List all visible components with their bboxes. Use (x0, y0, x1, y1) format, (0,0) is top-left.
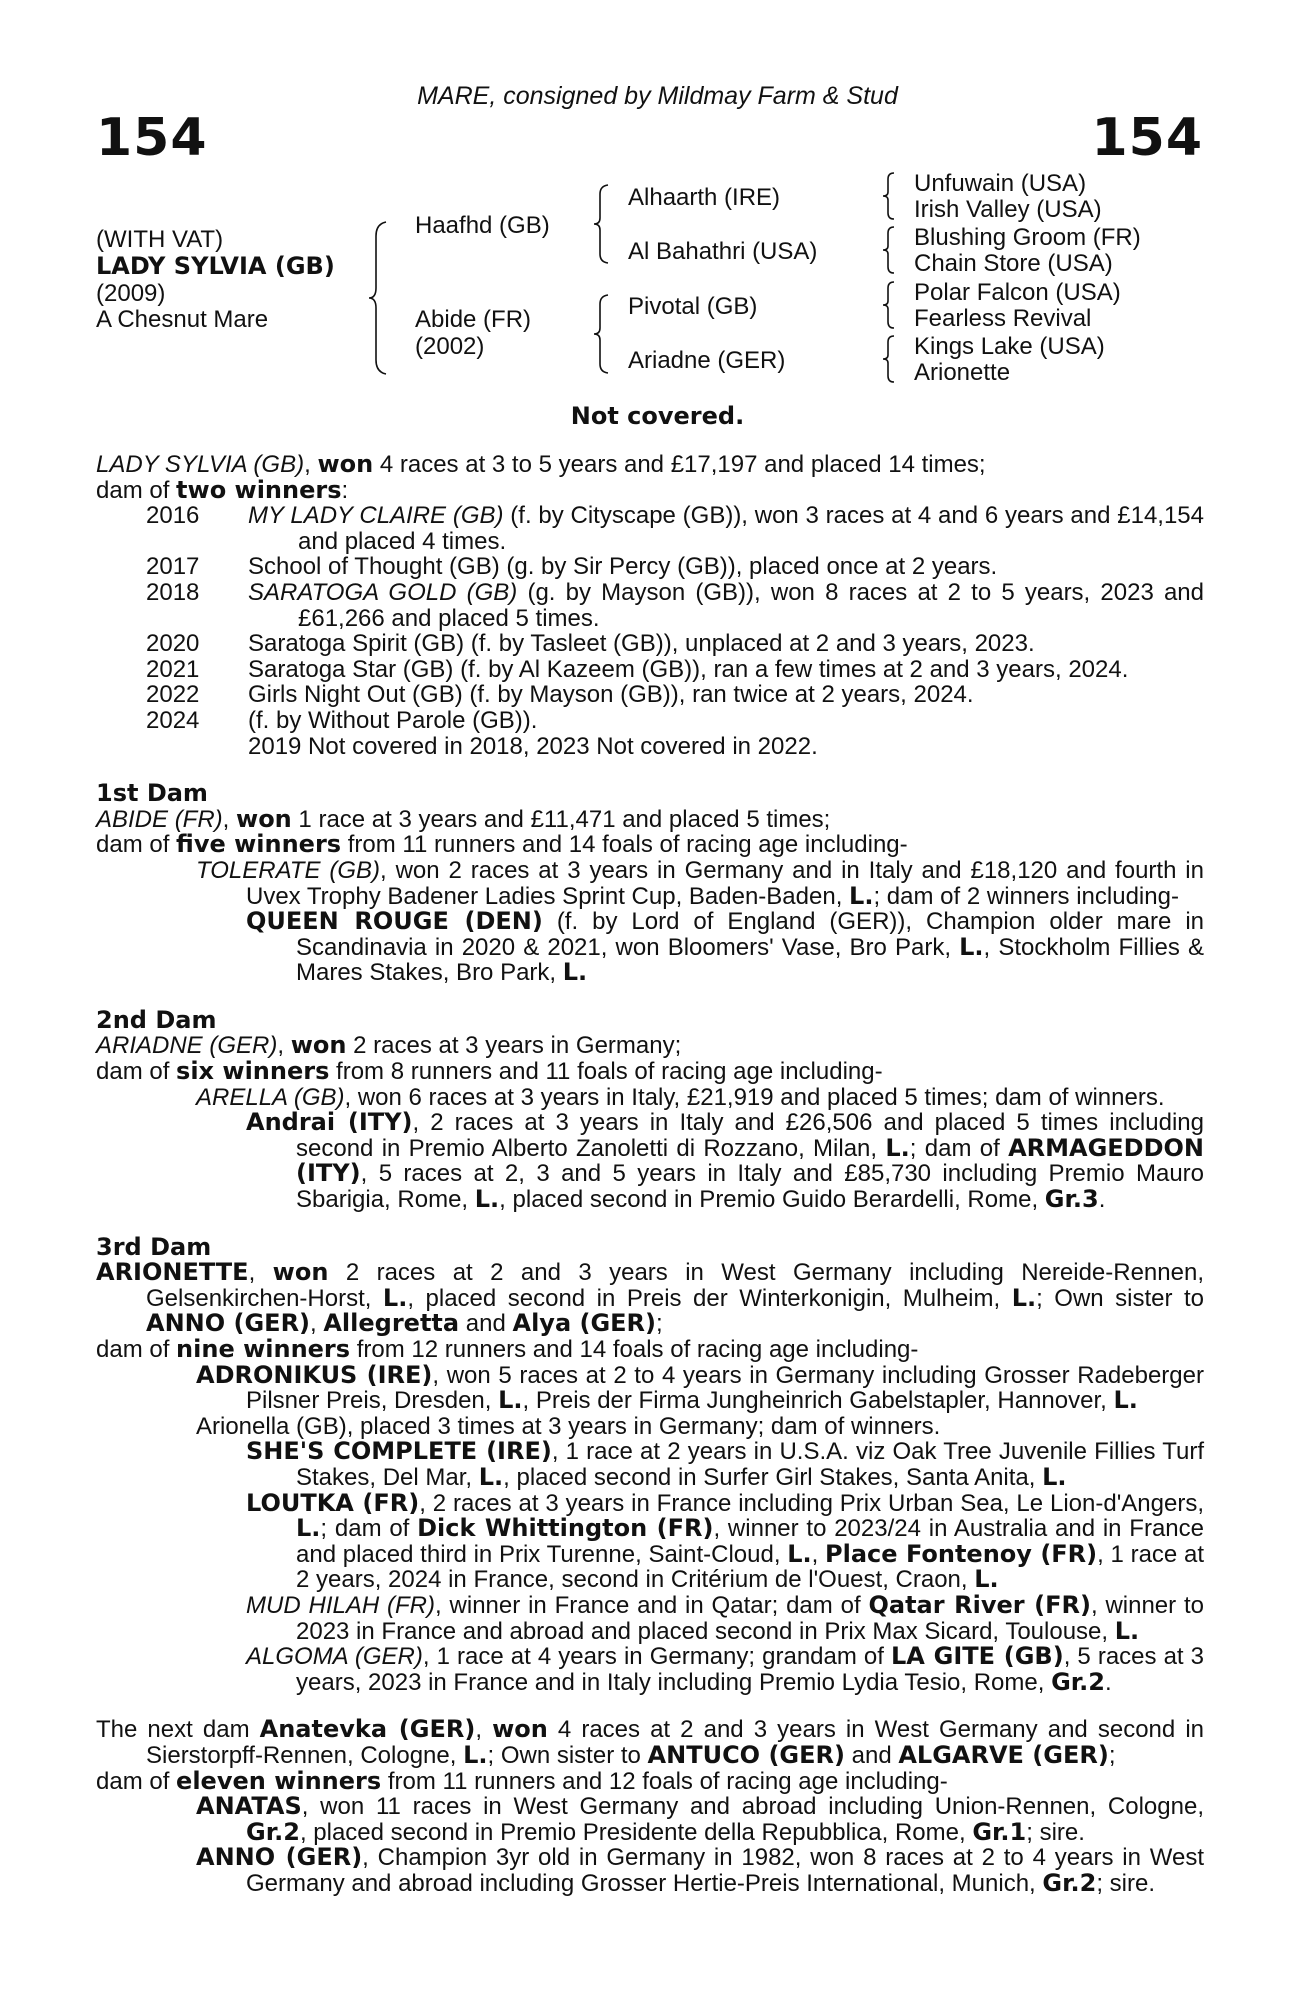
produce-row: 2021 Saratoga Star (GB) (f. by Al Kazeem (GB)), ran a few times at 2 and 3 years, 2024. (146, 655, 1129, 683)
gg-sds: Blushing Groom (FR) (914, 224, 1141, 251)
gg-dss: Polar Falcon (USA) (914, 279, 1121, 306)
nextdam-line-1: The next dam Anatevka (GER), won 4 races at 2 and 3 years in West Germany and second in Sierstorpff-Rennen, Cologne, L.; Own sister to ANTUCO (GER) and ALGARVE (GER); (96, 1715, 1204, 1769)
nextdam-anno: ANNO (GER), Champion 3yr old in Germany in 1982, won 8 races at 2 to 4 years in West Germany and abroad including Grosser Hertie-Preis International, Munich, Gr.2; sire. (196, 1843, 1204, 1897)
dam3-loutka: LOUTKA (FR), 2 races at 3 years in France including Prix Urban Sea, Le Lion-d'Angers, L.; dam of Dick Whittington (FR), winner to 2023/24 in Australia and in France and placed third in Prix Turenne, Saint-Cloud, L., Place Fontenoy (FR), 1 race at 2 years, 2024 in France, second in Critérium de l'Ouest, Craon, L. (246, 1488, 1204, 1594)
dam3-line-2: dam of nine winners from 12 runners and 14 foals of racing age including- (96, 1335, 919, 1363)
produce-row: 2018 SARATOGA GOLD (GB) (g. by Mayson (GB)), won 8 races at 2 to 5 years, 2023 and £61,266 and placed 5 times. (146, 578, 1205, 632)
dam-name: Abide (FR) (415, 306, 532, 333)
dam3-algoma: ALGOMA (GER), 1 race at 4 years in Germany; grandam of LA GITE (GB), 5 races at 3 years, 2023 in France and in Italy including Premio Lydia Tesio, Rome, Gr.2. (246, 1642, 1204, 1696)
sire-name: Haafhd (GB) (415, 212, 550, 239)
brace-gg4 (880, 333, 902, 385)
nextdam-line-2: dam of eleven winners from 11 runners and 12 foals of racing age including- (96, 1766, 948, 1795)
produce-row: 2017 School of Thought (GB) (g. by Sir Percy (GB)), placed once at 2 years. (146, 553, 998, 581)
dam-sire: Pivotal (GB) (628, 293, 758, 320)
dam2-andrai: Andrai (ITY), 2 races at 3 years in Italy and £26,506 and placed 5 times including second in Premio Alberto Zanoletti di Rozzano, Milan, L.; dam of ARMAGEDDON (ITY), 5 races at 2, 3 and 5 years in Italy and £85,730 including Premio Mauro Sbarigia, Rome, L., placed second in Premio Guido Berardelli, Rome, Gr.3. (246, 1108, 1205, 1214)
horse-name: LADY SYLVIA (GB) (96, 252, 335, 280)
dam1-title: 1st Dam (96, 779, 208, 808)
horse-year: (2009) (96, 280, 166, 307)
dam2-arella: ARELLA (GB), won 6 races at 3 years in Italy, £21,919 and placed 5 times; dam of winners. (196, 1083, 1165, 1111)
dam2-title: 2nd Dam (96, 1005, 217, 1034)
produce-note: 2019 Not covered in 2018, 2023 Not covered in 2022. (248, 732, 818, 760)
dam3-line-1: ARIONETTE, won 2 races at 2 and 3 years in West Germany including Nereide-Rennen, Gelsenkirchen-Horst, L., placed second in Preis der Winterkonigin, Mulheim, L.; Own sister to ANNO (GER), Allegretta and Alya (GER); (96, 1258, 1205, 1338)
gg-sss: Unfuwain (USA) (914, 170, 1087, 197)
dam3-adronikus: ADRONIKUS (IRE), won 5 races at 2 to 4 years in Germany including Grosser Radeberger Pilsner Preis, Dresden, L., Preis der Firma Jungheinrich Gabelstapler, Hannover, L. (196, 1360, 1204, 1415)
catalogue-body (96, 452, 1204, 1896)
horse-colour: A Chesnut Mare (96, 306, 269, 333)
produce-row: 2016 MY LADY CLAIRE (GB) (f. by Cityscape (GB)), won 3 races at 4 and 6 years and £14,154 and placed 4 times. (146, 502, 1205, 555)
gg-dsd: Fearless Revival (914, 305, 1092, 332)
dam1-line-1: ABIDE (FR), won 1 race at 3 years and £11,471 and placed 5 times; (96, 804, 831, 833)
dam-year: (2002) (415, 333, 485, 360)
brace-gg2 (880, 224, 902, 276)
sire-sire: Alhaarth (IRE) (628, 184, 781, 211)
brace-main (368, 218, 398, 378)
dam3-mud-hilah: MUD HILAH (FR), winner in France and in Qatar; dam of Qatar River (FR), winner to 2023 in France and abroad and placed second in Prix Max Sicard, Toulouse, L. (246, 1590, 1205, 1645)
produce-row: 2024 (f. by Without Parole (GB)). (146, 706, 538, 734)
covering-status: Not covered. (570, 402, 745, 430)
gg-dds: Kings Lake (USA) (914, 333, 1105, 360)
gg-ddd: Arionette (914, 359, 1011, 386)
dam2-line-2: dam of six winners from 8 runners and 11 foals of racing age including- (96, 1057, 883, 1086)
lot-number-right: 154 (1091, 108, 1203, 168)
produce-row: 2022 Girls Night Out (GB) (f. by Mayson (GB)), ran twice at 2 years, 2024. (146, 681, 974, 709)
vat-label: (WITH VAT) (96, 226, 224, 253)
brace-gg3 (880, 279, 902, 331)
brace-gg1 (880, 170, 902, 222)
brace-dam (592, 292, 618, 376)
produce-row: 2020 Saratoga Spirit (GB) (f. by Tasleet (GB)), unplaced at 2 and 3 years, 2023. (146, 630, 1035, 658)
dam3-shes-complete: SHE'S COMPLETE (IRE), 1 race at 2 years in U.S.A. viz Oak Tree Juvenile Fillies Turf Stakes, Del Mar, L., placed second in Surfer Girl Stakes, Santa Anita, L. (246, 1437, 1204, 1491)
dam2-line-1: ARIADNE (GER), won 2 races at 3 years in Germany; (96, 1031, 682, 1060)
dam3-title: 3rd Dam (96, 1232, 212, 1261)
record-line-2: dam of two winners: (96, 475, 349, 504)
gg-sdd: Chain Store (USA) (914, 250, 1113, 277)
lot-number-left: 154 (96, 108, 208, 168)
brace-sire (592, 182, 618, 266)
dam-dam: Ariadne (GER) (628, 347, 786, 374)
dam1-line-2: dam of five winners from 11 runners and 14 foals of racing age including- (96, 830, 908, 859)
record-line-1: LADY SYLVIA (GB), won 4 races at 3 to 5 years and £17,197 and placed 14 times; (96, 450, 986, 478)
dam3-arionella: Arionella (GB), placed 3 times at 3 years in Germany; dam of winners. (196, 1412, 941, 1440)
dam1-queen-rouge: QUEEN ROUGE (DEN) (f. by Lord of England (GER)), Champion older mare in Scandinavia in 2020 & 2021, won Bloomers' Vase, Bro Park, L., Stockholm Fillies & Mares Stakes, Bro Park, L. (246, 907, 1204, 987)
dam1-tolerate: TOLERATE (GB), won 2 races at 3 years in Germany and in Italy and £18,120 and fourth in Uvex Trophy Badener Ladies Sprint Cup, Baden-Baden, L.; dam of 2 winners including- (196, 856, 1204, 910)
sire-dam: Al Bahathri (USA) (628, 238, 818, 265)
nextdam-anatas: ANATAS, won 11 races in West Germany and abroad including Union-Rennen, Cologne, Gr.2, placed second in Premio Presidente della Repubblica, Rome, Gr.1; sire. (196, 1792, 1204, 1846)
gg-ssd: Irish Valley (USA) (914, 196, 1102, 223)
consignor-line: MARE, consigned by Mildmay Farm & Stud (417, 82, 898, 110)
